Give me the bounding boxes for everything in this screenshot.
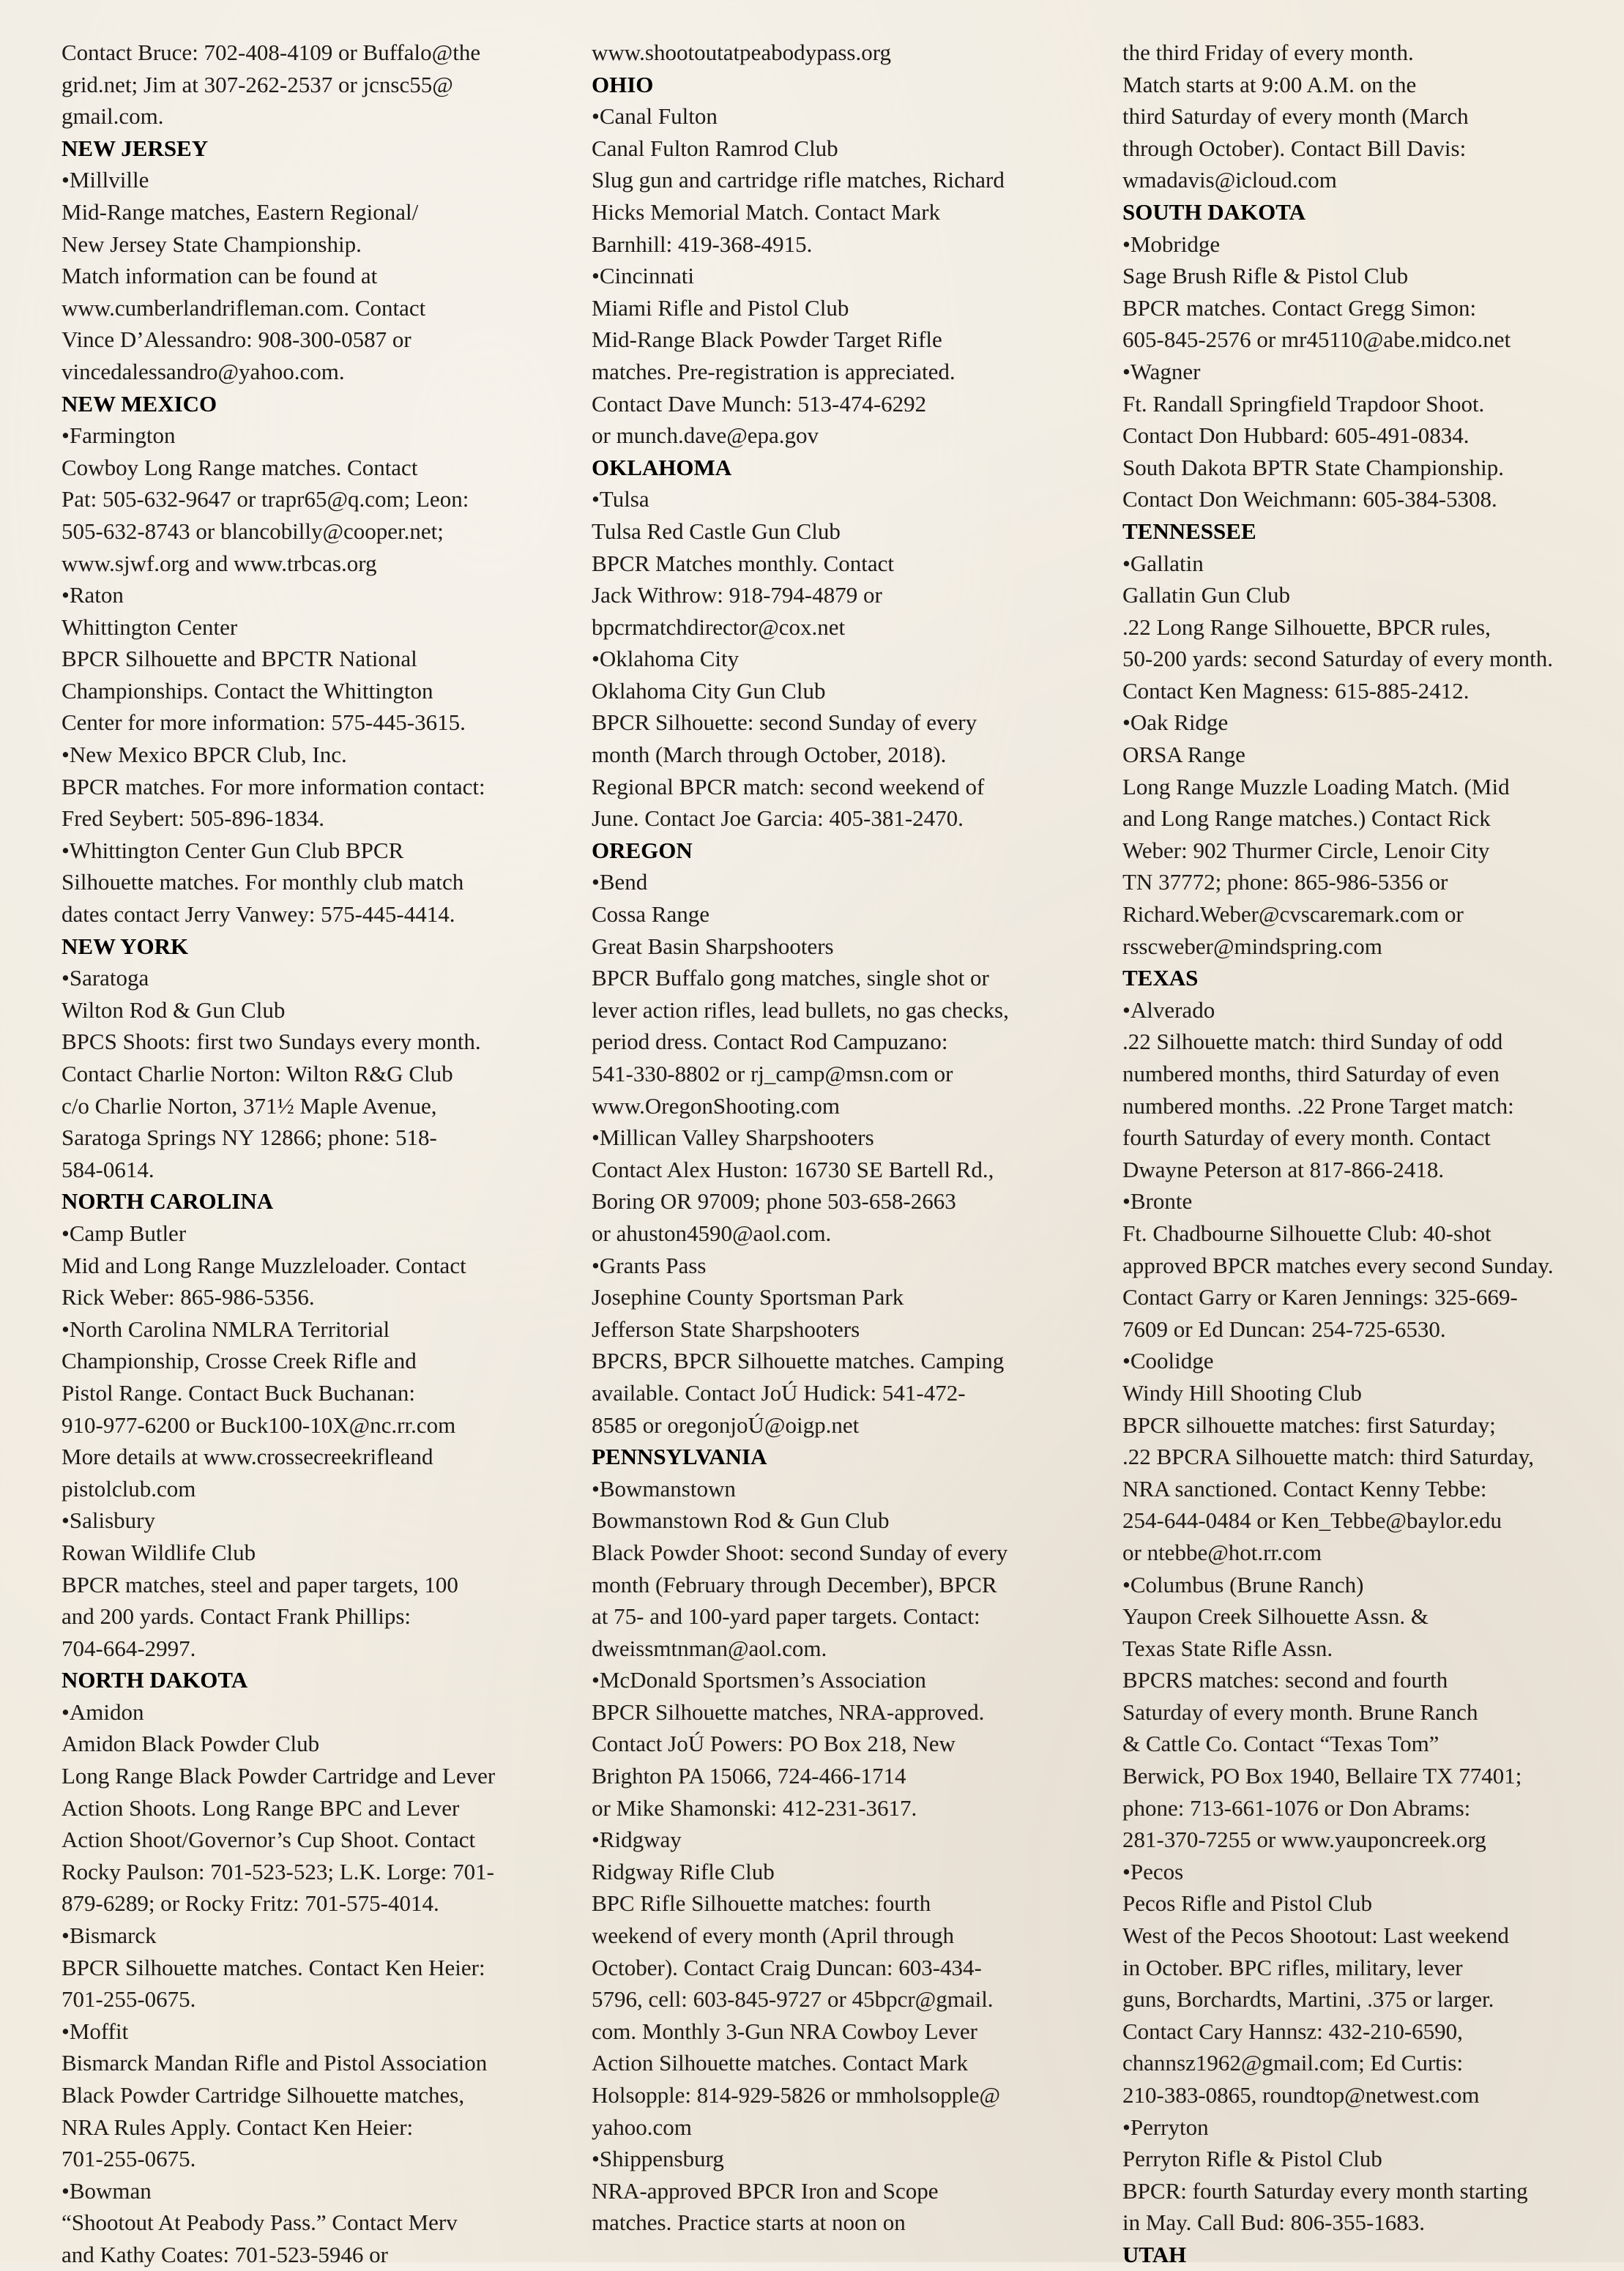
state-heading: NEW JERSEY <box>62 135 209 161</box>
state-heading: NEW YORK <box>62 933 189 959</box>
listing-line: NRA Rules Apply. Contact Ken Heier: <box>62 2114 414 2140</box>
listing-line: Holsopple: 814-929-5826 or mmholsopple@ <box>592 2082 1001 2108</box>
listing-line: •Salisbury <box>62 1507 155 1534</box>
listing-line: or ntebbe@hot.rr.com <box>1122 1539 1322 1565</box>
listing-line: Contact Ken Magness: 615-885-2412. <box>1122 677 1470 704</box>
listing-line: Contact Charlie Norton: Wilton R&G Club <box>62 1061 453 1086</box>
listing-line: Berwick, PO Box 1940, Bellaire TX 77401; <box>1122 1763 1522 1789</box>
listing-line: 210-383-0865, roundtop@netwest.com <box>1122 2082 1480 2108</box>
listing-line: Perryton Rifle & Pistol Club <box>1122 2146 1382 2172</box>
listing-line: Oklahoma City Gun Club <box>592 677 826 704</box>
listing-line: Cossa Range <box>592 901 710 928</box>
listing-line: lever action rifles, lead bullets, no gas checks, <box>592 996 1009 1023</box>
state-heading: OKLAHOMA <box>592 454 732 480</box>
listing-line: com. Monthly 3-Gun NRA Cowboy Lever <box>592 2018 977 2044</box>
listing-line: 910-977-6200 or Buck100-10X@nc.rr.com <box>62 1412 456 1438</box>
listing-line: •Bismarck <box>62 1923 157 1949</box>
listing-line: •Pecos <box>1122 1858 1184 1884</box>
listing-line: Pat: 505-632-9647 or trapr65@q.com; Leon: <box>62 486 469 512</box>
listing-line: and Kathy Coates: 701-523-5946 or <box>62 2241 388 2267</box>
listing-line: •Cincinnati <box>592 263 694 289</box>
listing-line: BPCR Silhouette: second Sunday of every <box>592 709 977 736</box>
listing-line: or Mike Shamonski: 412-231-3617. <box>592 1794 917 1821</box>
listing-line: BPCR silhouette matches: first Saturday; <box>1122 1412 1496 1438</box>
state-heading: NORTH CAROLINA <box>62 1188 274 1215</box>
listing-line: •Canal Fulton <box>592 103 718 130</box>
listing-line: More details at www.crossecreekrifleand <box>62 1444 433 1470</box>
listing-line: BPCR matches. Contact Gregg Simon: <box>1122 294 1477 321</box>
listing-line: www.sjwf.org and www.trbcas.org <box>62 550 377 576</box>
listing-line: •Oak Ridge <box>1122 709 1229 736</box>
listing-line: BPCR: fourth Saturday every month starting <box>1122 2177 1528 2204</box>
listing-line: BPCRS matches: second and fourth <box>1122 1667 1448 1693</box>
listing-line: BPCR matches. For more information contact: <box>62 773 485 799</box>
listing-line: Contact Alex Huston: 16730 SE Bartell Rd., <box>592 1156 994 1182</box>
listing-line: dweissmtnman@aol.com. <box>592 1635 827 1661</box>
listing-line: October). Contact Craig Duncan: 603-434- <box>592 1954 982 1980</box>
listing-line: in October. BPC rifles, military, lever <box>1122 1954 1463 1980</box>
listing-line: weekend of every month (April through <box>592 1923 955 1949</box>
listing-line: www.OregonShooting.com <box>592 1092 840 1119</box>
listing-line: 50-200 yards: second Saturday of every month. <box>1122 646 1554 672</box>
listing-line: •Bend <box>592 869 648 895</box>
listing-line: Contact JoÚ Powers: PO Box 218, New <box>592 1731 956 1757</box>
listing-line: guns, Borchardts, Martini, .375 or larger. <box>1122 1986 1494 2013</box>
listing-line: Wilton Rod & Gun Club <box>62 996 286 1023</box>
listing-line: •Mobridge <box>1122 231 1221 257</box>
listing-line: Slug gun and cartridge rifle matches, Richard <box>592 167 1005 193</box>
listing-line: NRA-approved BPCR Iron and Scope <box>592 2177 939 2204</box>
listing-line: approved BPCR matches every second Sunday. <box>1122 1252 1554 1278</box>
listing-line: Championships. Contact the Whittington <box>62 677 433 704</box>
listing-line: •Shippensburg <box>592 2146 724 2172</box>
listing-line: Windy Hill Shooting Club <box>1122 1379 1362 1406</box>
listing-line: Yaupon Creek Silhouette Assn. & <box>1122 1603 1429 1630</box>
listing-line: •Camp Butler <box>62 1220 187 1246</box>
listing-line: and 200 yards. Contact Frank Phillips: <box>62 1603 411 1630</box>
listing-line: third Saturday of every month (March <box>1122 103 1469 130</box>
listing-line: Bismarck Mandan Rifle and Pistol Association <box>62 2050 488 2076</box>
listing-line: 701-255-0675. <box>62 1986 196 2013</box>
listing-line: period dress. Contact Rod Campuzano: <box>592 1029 948 1055</box>
listing-line: .22 BPCRA Silhouette match: third Saturday, <box>1122 1444 1534 1470</box>
listing-line: 8585 or oregonjoÚ@oigp.net <box>592 1412 860 1438</box>
listing-line: Long Range Black Powder Cartridge and Lever <box>62 1763 496 1789</box>
listing-line: Action Shoots. Long Range BPC and Lever <box>62 1794 460 1821</box>
listing-line: •Raton <box>62 582 124 608</box>
listing-line: •Coolidge <box>1122 1348 1214 1374</box>
listing-line: Bowmanstown Rod & Gun Club <box>592 1507 890 1534</box>
listing-line: TN 37772; phone: 865-986-5356 or <box>1122 869 1448 895</box>
listing-line: •North Carolina NMLRA Territorial <box>62 1316 390 1342</box>
listing-line: Canal Fulton Ramrod Club <box>592 135 838 161</box>
listing-line: Josephine County Sportsman Park <box>592 1284 904 1310</box>
listing-line: South Dakota BPTR State Championship. <box>1122 454 1504 480</box>
listing-line: •Tulsa <box>592 486 649 512</box>
listing-line: Regional BPCR match: second weekend of <box>592 773 985 799</box>
listing-line: Amidon Black Powder Club <box>62 1731 320 1757</box>
listing-line: bpcrmatchdirector@cox.net <box>592 614 846 640</box>
listing-line: available. Contact JoÚ Hudick: 541-472- <box>592 1379 966 1406</box>
state-heading: TENNESSEE <box>1122 518 1256 544</box>
listing-line: •Millican Valley Sharpshooters <box>592 1125 874 1151</box>
column-3 <box>1122 37 1613 2271</box>
state-heading: NEW MEXICO <box>62 390 217 417</box>
listing-line: yahoo.com <box>592 2114 692 2140</box>
listing-line: Rowan Wildlife Club <box>62 1539 256 1565</box>
listing-line: 584-0614. <box>62 1156 154 1182</box>
listing-line: in May. Call Bud: 806-355-1683. <box>1122 2210 1426 2236</box>
listing-line: and Long Range matches.) Contact Rick <box>1122 805 1491 832</box>
listing-line: 701-255-0675. <box>62 2146 196 2172</box>
listing-line: Mid-Range Black Powder Target Rifle <box>592 327 942 353</box>
listing-line: BPCR matches, steel and paper targets, 100 <box>62 1571 458 1597</box>
listing-line: Boring OR 97009; phone 503-658-2663 <box>592 1188 956 1215</box>
listing-line: ORSA Range <box>1122 742 1245 768</box>
listing-line: •Amidon <box>62 1698 144 1725</box>
listing-line: •New Mexico BPCR Club, Inc. <box>62 742 347 768</box>
listing-line: 254-644-0484 or Ken_Tebbe@baylor.edu <box>1122 1507 1502 1534</box>
listing-line: www.cumberlandrifleman.com. Contact <box>62 294 426 321</box>
state-heading: SOUTH DAKOTA <box>1122 198 1306 225</box>
listing-line: Barnhill: 419-368-4915. <box>592 231 813 257</box>
listing-line: BPCR Matches monthly. Contact <box>592 550 895 576</box>
listing-line: Match starts at 9:00 A.M. on the <box>1122 71 1417 97</box>
listing-line: vincedalessandro@yahoo.com. <box>62 358 345 384</box>
listing-line: Contact Bruce: 702-408-4109 or Buffalo@the <box>62 40 481 65</box>
listing-line: Tulsa Red Castle Gun Club <box>592 518 841 544</box>
listing-line: •McDonald Sportsmen’s Association <box>592 1667 926 1693</box>
listing-line: Whittington Center <box>62 614 238 640</box>
listing-line: •Gallatin <box>1122 550 1204 576</box>
listing-line: .22 Long Range Silhouette, BPCR rules, <box>1122 614 1491 640</box>
listing-line: Gallatin Gun Club <box>1122 582 1291 608</box>
listing-line: Match information can be found at <box>62 263 378 289</box>
listing-line: NRA sanctioned. Contact Kenny Tebbe: <box>1122 1475 1487 1502</box>
listing-line: 7609 or Ed Duncan: 254-725-6530. <box>1122 1316 1446 1342</box>
listing-line: Action Shoot/Governor’s Cup Shoot. Contact <box>62 1827 476 1853</box>
listing-line: c/o Charlie Norton, 371½ Maple Avenue, <box>62 1092 437 1119</box>
listing-line: numbered months, third Saturday of even <box>1122 1061 1500 1086</box>
listing-line: at 75- and 100-yard paper targets. Contact: <box>592 1603 980 1630</box>
listing-line: •Perryton <box>1122 2114 1209 2140</box>
listing-line: Great Basin Sharpshooters <box>592 933 834 959</box>
listing-line: dates contact Jerry Vanwey: 575-445-4414. <box>62 901 455 928</box>
listing-line: Long Range Muzzle Loading Match. (Mid <box>1122 773 1510 799</box>
listing-line: Pistol Range. Contact Buck Buchanan: <box>62 1379 416 1406</box>
listing-line: gmail.com. <box>62 103 164 130</box>
listing-line: •Bowmanstown <box>592 1475 736 1502</box>
listing-line: 505-632-8743 or blancobilly@cooper.net; <box>62 518 444 544</box>
listing-line: wmadavis@icloud.com <box>1122 167 1337 193</box>
listing-line: Saratoga Springs NY 12866; phone: 518- <box>62 1125 437 1151</box>
listing-line: •Moffit <box>62 2018 129 2044</box>
state-heading: OHIO <box>592 71 654 97</box>
listing-line: Ft. Randall Springfield Trapdoor Shoot. <box>1122 390 1485 417</box>
listing-line: Hicks Memorial Match. Contact Mark <box>592 198 941 225</box>
listing-line: Brighton PA 15066, 724-466-1714 <box>592 1763 906 1789</box>
state-heading: UTAH <box>1122 2241 1187 2267</box>
listing-line: •Bowman <box>62 2177 152 2204</box>
listing-line: •Bronte <box>1122 1188 1193 1215</box>
listing-line: rsscweber@mindspring.com <box>1122 933 1382 959</box>
listing-line: www.shootoutatpeabodypass.org <box>592 40 891 65</box>
listing-line: 605-845-2576 or mr45110@abe.midco.net <box>1122 327 1511 353</box>
listing-line: Rick Weber: 865-986-5356. <box>62 1284 315 1310</box>
listing-line: Texas State Rifle Assn. <box>1122 1635 1333 1661</box>
listing-line: Jack Withrow: 918-794-4879 or <box>592 582 882 608</box>
listing-line: Ft. Chadbourne Silhouette Club: 40-shot <box>1122 1220 1491 1246</box>
listing-line: 5796, cell: 603-845-9727 or 45bpcr@gmail. <box>592 1986 994 2013</box>
listing-line: BPCRS, BPCR Silhouette matches. Camping <box>592 1348 1005 1374</box>
listing-line: Pecos Rifle and Pistol Club <box>1122 1890 1372 1917</box>
listing-line: numbered months. .22 Prone Target match: <box>1122 1092 1514 1119</box>
listing-line: BPCR Buffalo gong matches, single shot or <box>592 965 989 991</box>
listing-line: •Wagner <box>1122 358 1201 384</box>
listing-line: “Shootout At Peabody Pass.” Contact Merv <box>62 2210 458 2236</box>
listing-line: channsz1962@gmail.com; Ed Curtis: <box>1122 2050 1464 2076</box>
listing-line: 281-370-7255 or www.yauponcreek.org <box>1122 1827 1486 1853</box>
listing-line: 879-6289; or Rocky Fritz: 701-575-4014. <box>62 1890 439 1917</box>
listing-line: Mid-Range matches, Eastern Regional/ <box>62 198 419 225</box>
listing-line: through October). Contact Bill Davis: <box>1122 135 1467 161</box>
listing-line: •Whittington Center Gun Club BPCR <box>62 837 404 863</box>
listing-line: •Oklahoma City <box>592 646 740 672</box>
column-1 <box>62 37 545 2271</box>
listing-line: •Farmington <box>62 422 176 449</box>
listing-line: & Cattle Co. Contact “Texas Tom” <box>1122 1731 1439 1757</box>
listing-line: grid.net; Jim at 307-262-2537 or jcnsc55@ <box>62 71 453 97</box>
listing-line: Contact Don Weichmann: 605-384-5308. <box>1122 486 1497 512</box>
listing-line: Miami Rifle and Pistol Club <box>592 294 849 321</box>
listing-line: Weber: 902 Thurmer Circle, Lenoir City <box>1122 837 1490 863</box>
listing-line: Contact Don Hubbard: 605-491-0834. <box>1122 422 1470 449</box>
listing-line: Rocky Paulson: 701-523-523; L.K. Lorge: 701- <box>62 1858 494 1884</box>
listing-line: BPC Rifle Silhouette matches: fourth <box>592 1890 931 1917</box>
listing-line: matches. Pre-registration is appreciated. <box>592 358 956 384</box>
listing-line: Sage Brush Rifle & Pistol Club <box>1122 263 1409 289</box>
listing-line: Ridgway Rifle Club <box>592 1858 775 1884</box>
listing-line: •Columbus (Brune Ranch) <box>1122 1571 1364 1597</box>
listing-line: BPCR Silhouette matches, NRA-approved. <box>592 1698 985 1725</box>
listing-line: or ahuston4590@aol.com. <box>592 1220 832 1246</box>
listing-line: BPCS Shoots: first two Sundays every month. <box>62 1029 481 1055</box>
listing-line: June. Contact Joe Garcia: 405-381-2470. <box>592 805 964 832</box>
state-heading: OREGON <box>592 837 693 863</box>
listing-line: •Grants Pass <box>592 1252 707 1278</box>
listing-line: Contact Cary Hannsz: 432-210-6590, <box>1122 2018 1463 2044</box>
listing-line: Contact Dave Munch: 513-474-6292 <box>592 390 927 417</box>
listing-line: •Alverado <box>1122 996 1215 1023</box>
listing-line: phone: 713-661-1076 or Don Abrams: <box>1122 1794 1471 1821</box>
listing-line: Contact Garry or Karen Jennings: 325-669- <box>1122 1284 1518 1310</box>
listing-line: BPCR Silhouette matches. Contact Ken Heier: <box>62 1954 485 1980</box>
listing-line: Saturday of every month. Brune Ranch <box>1122 1698 1478 1725</box>
listing-line: Action Silhouette matches. Contact Mark <box>592 2050 968 2076</box>
listing-line: West of the Pecos Shootout: Last weekend <box>1122 1923 1509 1949</box>
listing-line: Richard.Weber@cvscaremark.com or <box>1122 901 1464 928</box>
listing-line: •Ridgway <box>592 1827 682 1853</box>
listing-line: •Millville <box>62 167 149 193</box>
column-2 <box>592 37 1075 2239</box>
listing-line: Fred Seybert: 505-896-1834. <box>62 805 325 832</box>
listing-line: Center for more information: 575-445-3615. <box>62 709 466 736</box>
listing-line: Cowboy Long Range matches. Contact <box>62 454 418 480</box>
listing-line: Black Powder Shoot: second Sunday of every <box>592 1539 1008 1565</box>
listing-line: Vince D’Alessandro: 908-300-0587 or <box>62 327 411 353</box>
listing-line: New Jersey State Championship. <box>62 231 362 257</box>
listing-line: 704-664-2997. <box>62 1635 196 1661</box>
listing-line: or munch.dave@epa.gov <box>592 422 819 449</box>
listing-line: Dwayne Peterson at 817-866-2418. <box>1122 1156 1445 1182</box>
listing-line: 541-330-8802 or rj_camp@msn.com or <box>592 1061 953 1086</box>
listing-line: Black Powder Cartridge Silhouette matches, <box>62 2082 465 2108</box>
listing-line: the third Friday of every month. <box>1122 40 1414 65</box>
listing-line: Silhouette matches. For monthly club match <box>62 869 464 895</box>
listing-line: Championship, Crosse Creek Rifle and <box>62 1348 417 1374</box>
state-heading: NORTH DAKOTA <box>62 1667 248 1693</box>
state-heading: PENNSYLVANIA <box>592 1444 767 1470</box>
listing-line: Jefferson State Sharpshooters <box>592 1316 860 1342</box>
state-heading: TEXAS <box>1122 965 1199 991</box>
listing-line: pistolclub.com <box>62 1475 196 1502</box>
listing-line: fourth Saturday of every month. Contact <box>1122 1125 1491 1151</box>
listing-line: BPCR Silhouette and BPCTR National <box>62 646 417 672</box>
listing-line: month (March through October, 2018). <box>592 742 947 768</box>
listing-line: matches. Practice starts at noon on <box>592 2210 906 2236</box>
listing-line: •Saratoga <box>62 965 149 991</box>
listing-line: .22 Silhouette match: third Sunday of odd <box>1122 1029 1503 1055</box>
listing-line: month (February through December), BPCR <box>592 1571 997 1597</box>
listing-line: Mid and Long Range Muzzleloader. Contact <box>62 1252 466 1278</box>
